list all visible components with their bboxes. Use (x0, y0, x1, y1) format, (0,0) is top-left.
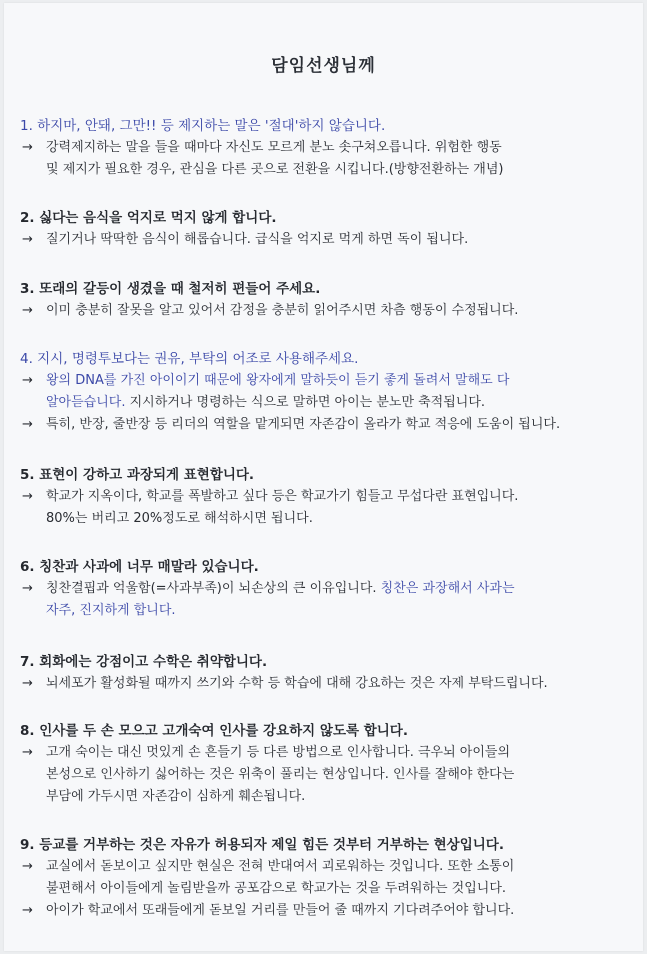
section-line (20, 300, 632, 322)
arrow-icon: → (22, 140, 33, 155)
section-3 (20, 278, 632, 322)
line-text: 아이가 학교에서 또래들에게 돋보일 거리를 만들어 줄 때까지 기다려주어야 합니다. (46, 903, 515, 918)
section-heading: 3. 또래의 갈등이 생겼을 때 철저히 편들어 주세요. (20, 281, 321, 297)
section-line (20, 137, 632, 159)
arrow-icon: → (22, 417, 33, 432)
section-heading: 8. 인사를 두 손 모으고 고개숙여 인사를 강요하지 않도록 합니다. (20, 723, 408, 739)
section-heading: 9. 등교를 거부하는 것은 자유가 허용되자 제일 힘든 것부터 거부하는 현상입니다. (20, 837, 504, 853)
line-text-highlight: 알아듣습니다. (46, 395, 126, 410)
section-line: 본성으로 인사하기 싫어하는 것은 위축이 풀리는 현상입니다. 인사를 잘해야 한다는 (46, 767, 515, 782)
section-1 (20, 115, 632, 181)
section-heading: 2. 싫다는 음식을 억지로 먹지 않게 합니다. (20, 210, 277, 226)
section-line: 80%는 버리고 20%정도로 해석하시면 됩니다. (46, 511, 313, 526)
section-6 (20, 556, 632, 622)
section-9 (20, 834, 632, 922)
section-line (20, 578, 632, 600)
line-text: 학교가 지옥이다, 학교를 폭발하고 싶다 등은 학교가기 힘들고 무섭다란 표현입니다. (46, 489, 519, 504)
section-line: 및 제지가 필요한 경우, 관심을 다른 곳으로 전환을 시킵니다.(방향전환하는 개념) (46, 162, 504, 177)
line-text: 강력제지하는 말을 들을 때마다 자신도 모르게 분노 솟구쳐오릅니다. 위험한 행동 (46, 140, 502, 155)
line-text: 이미 충분히 잘못을 알고 있어서 감정을 충분히 읽어주시면 차츰 행동이 수정됩니다. (46, 303, 519, 318)
arrow-icon: → (22, 489, 33, 504)
letter-page (4, 3, 643, 951)
line-text: 교실에서 돋보이고 싶지만 현실은 전혀 반대여서 괴로워하는 것입니다. 또한 소통이 (46, 859, 515, 874)
section-4 (20, 348, 632, 436)
line-text-highlight: 칭찬은 과장해서 사과는 (376, 581, 515, 596)
section-line (20, 673, 632, 695)
line-text: 지시하거나 명령하는 식으로 말하면 아이는 분노만 축적됩니다. (125, 395, 486, 410)
section-heading: 7. 회화에는 강점이고 수학은 취약합니다. (20, 654, 268, 670)
section-line (20, 742, 632, 764)
section-line: 자주, 진지하게 합니다. (46, 603, 176, 618)
section-2 (20, 207, 632, 251)
letter-title: 담임선생님께 (271, 56, 376, 76)
section-line (20, 370, 632, 392)
line-text: 특히, 반장, 줄반장 등 리더의 역할을 맡게되면 자존감이 올라가 학교 적응에 도움이 됩니다. (46, 417, 561, 432)
arrow-icon: → (22, 903, 33, 918)
section-8 (20, 720, 632, 808)
arrow-icon: → (22, 303, 33, 318)
line-text: 고개 숙이는 대신 멋있게 손 흔들기 등 다른 방법으로 인사합니다. 극우뇌 아이들의 (46, 745, 511, 760)
arrow-icon: → (22, 676, 33, 691)
line-text: 질기거나 딱딱한 음식이 해롭습니다. 급식을 억지로 먹게 하면 독이 됩니다. (46, 232, 469, 247)
section-heading: 6. 칭찬과 사과에 너무 매말라 있습니다. (20, 559, 259, 575)
section-line: 부담에 가두시면 자존감이 심하게 훼손됩니다. (46, 789, 306, 804)
section-line (20, 900, 632, 922)
section-line (20, 392, 632, 414)
arrow-icon: → (22, 373, 33, 388)
section-line (20, 486, 632, 508)
section-line: 불편해서 아이들에게 놀림받을까 공포감으로 학교가는 것을 두려워하는 것입니다. (46, 881, 507, 896)
section-heading: 4. 지시, 명령투보다는 권유, 부탁의 어조로 사용해주세요. (20, 351, 359, 367)
section-7 (20, 651, 632, 695)
section-5 (20, 464, 632, 530)
section-line (20, 856, 632, 878)
section-line (20, 229, 632, 251)
arrow-icon: → (22, 745, 33, 760)
line-text: 뇌세포가 활성화될 때까지 쓰기와 수학 등 학습에 대해 강요하는 것은 자제 부탁드립니다. (46, 676, 548, 691)
arrow-icon: → (22, 859, 33, 874)
section-line (20, 414, 632, 436)
line-text: 왕의 DNA를 가진 아이이기 때문에 왕자에게 말하듯이 듣기 좋게 돌려서 말해도 다 (46, 373, 510, 388)
arrow-icon: → (22, 581, 33, 596)
section-heading: 1. 하지마, 안돼, 그만!! 등 제지하는 말은 '절대'하지 않습니다. (20, 118, 386, 134)
section-heading: 5. 표현이 강하고 과장되게 표현합니다. (20, 467, 255, 483)
line-text: 칭찬결핍과 억울함(=사과부족)이 뇌손상의 큰 이유입니다. (46, 581, 377, 596)
arrow-icon: → (22, 232, 33, 247)
